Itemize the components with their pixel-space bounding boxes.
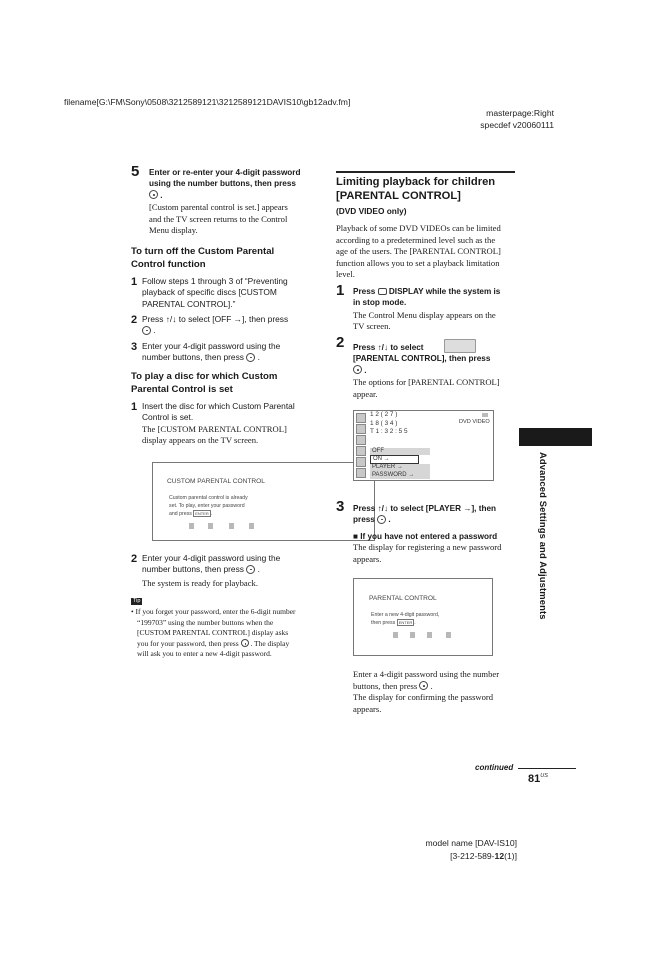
turn-off-step-3-line-1: Enter your 4-digit password using the — [142, 341, 281, 351]
menu-row-3: T 1 : 3 2 : 5 5 — [370, 428, 408, 435]
right-step-2-result-1: The options for [PARENTAL CONTROL] — [353, 377, 500, 388]
screen-message — [371, 611, 439, 627]
turn-off-step-1-num: 1 — [131, 276, 138, 288]
masterpage-header: masterpage:Right — [486, 108, 554, 118]
filename-header: filename[G:\FM\Sony\0508\3212589121\3212589121DAVIS10\gb12adv.fm] — [64, 97, 351, 107]
right-step-2-number: 2 — [336, 334, 345, 351]
right-step-2-line-3 — [353, 365, 521, 376]
page-number — [528, 773, 548, 785]
display-button-icon — [378, 288, 387, 295]
section-title-line-1: Limiting playback for children — [336, 176, 496, 188]
disc-type: DVD VIDEO — [459, 419, 490, 425]
section-intro — [336, 223, 521, 281]
parental-control-menu-icon — [444, 339, 476, 353]
play-disc-step-1-line-1: Insert the disc for which Custom Parental — [142, 401, 295, 411]
menu-icon — [356, 424, 366, 434]
turn-off-step-2-line-2 — [142, 325, 321, 336]
step-5-number: 5 — [131, 163, 140, 180]
screen-message — [169, 494, 248, 518]
after-password-text — [353, 669, 521, 715]
continued-rule — [518, 768, 576, 769]
enter-button-icon — [419, 681, 428, 690]
right-step-2-end: . — [364, 365, 367, 375]
turn-off-step-1-line-1: Follow steps 1 through 3 of “Preventing — [142, 276, 288, 286]
right-step-1-instruction — [353, 286, 521, 309]
right-step-3-number: 3 — [336, 498, 345, 515]
step-5-result — [149, 202, 319, 237]
right-step-1-line-1 — [353, 286, 521, 297]
parental-options — [370, 448, 430, 479]
tip-line-1: • If you forget your password, enter the 6-digit number — [131, 607, 296, 616]
right-step-1-block — [353, 286, 521, 333]
screen-message-2 — [371, 619, 439, 627]
tip-line-5: will ask you to enter a new 4-digit password. — [137, 649, 272, 658]
after-line-3: The display for confirming the password — [353, 692, 494, 702]
after-line-1: Enter a 4-digit password using the number — [353, 669, 500, 679]
page-number-suffix: US — [540, 773, 548, 779]
enter-button-icon — [246, 565, 255, 574]
play-disc-step-2-line-2 — [142, 564, 321, 575]
right-step-2-result-2: appear. — [353, 388, 378, 399]
option-player: PLAYER → — [370, 464, 430, 471]
turn-off-step-2 — [131, 314, 321, 337]
tip-line-4 — [131, 639, 326, 650]
part-number-suffix: (1)] — [504, 851, 517, 861]
screen-message-3 — [169, 510, 248, 518]
turn-off-step-1-line-3: PARENTAL CONTROL].” — [142, 298, 236, 309]
menu-icon — [356, 457, 366, 467]
right-step-1-result-1: The Control Menu display appears on the — [353, 309, 496, 320]
disc-icon — [482, 413, 488, 417]
turn-off-step-3-num: 3 — [131, 341, 138, 353]
play-disc-step-1 — [131, 401, 321, 447]
no-password-result-2: appears. — [353, 553, 382, 564]
step-5-result-1: [Custom parental control is set.] appears — [149, 202, 288, 213]
menu-icon — [356, 435, 366, 445]
enter-button-icon — [353, 365, 362, 374]
no-password-result — [353, 542, 521, 565]
turn-off-step-3-line-2 — [142, 352, 321, 363]
right-step-2-line-2: [PARENTAL CONTROL], then press — [353, 354, 491, 364]
intro-line-3: age of the users. The [PARENTAL CONTROL] — [336, 246, 501, 256]
tip-text — [131, 607, 326, 660]
turn-off-step-2-line-1: Press ↑/↓ to select [OFF →], then press — [142, 314, 289, 324]
step-5-line-2: using the number buttons, then press — [149, 179, 296, 189]
menu-icon — [356, 413, 366, 423]
right-step-3-block — [353, 503, 521, 565]
step-5-end: . — [160, 190, 163, 200]
tip-line-3: [CUSTOM PARENTAL CONTROL] display asks — [137, 628, 289, 637]
password-digit-slot — [208, 523, 213, 529]
turn-off-heading-2: Control function — [131, 259, 206, 270]
right-step-3-line-1: Press ↑/↓ to select [PLAYER →], then — [353, 504, 497, 513]
turn-off-step-1-line-2: playback of specific discs [CUSTOM — [142, 287, 277, 298]
turn-off-step-3 — [131, 341, 321, 364]
section-title — [336, 176, 495, 203]
play-disc-step-2-body: The system is ready for playback. — [142, 577, 258, 588]
play-disc-heading-1: To play a disc for which Custom — [131, 371, 278, 382]
play-disc-step-2 — [131, 553, 321, 589]
play-disc-step-1-body-1: The [CUSTOM PARENTAL CONTROL] — [142, 423, 287, 434]
part-number-prefix: [3-212-589- — [450, 851, 495, 861]
side-tab-label: Advanced Settings and Adjustments — [538, 452, 549, 620]
tip-line-4-text: you for your password, then press — [137, 638, 239, 648]
right-step-1-result-2: TV screen. — [353, 321, 391, 332]
enter-button-icon — [377, 515, 386, 524]
turn-off-step-3-text-2: number buttons, then press — [142, 352, 244, 363]
part-number — [450, 851, 517, 861]
no-password-result-1: The display for registering a new password — [353, 542, 502, 553]
screen-message-1: Custom parental control is already — [169, 495, 248, 501]
screen-message-3-text: and press — [169, 511, 192, 517]
tip-line-4-end: . The display — [250, 638, 290, 648]
turn-off-step-3-end: . — [257, 352, 260, 363]
right-step-2-block — [353, 339, 521, 400]
screen-message-end: . — [210, 511, 213, 517]
right-step-2-instruction — [353, 339, 521, 376]
no-password-subheading: ■ If you have not entered a password — [353, 531, 498, 541]
play-disc-step-1-num: 1 — [131, 401, 138, 413]
enter-button-icon — [142, 326, 151, 335]
right-step-2-text-1: Press ↑/↓ to select — [353, 343, 424, 352]
screen-message-end: . — [414, 620, 416, 626]
play-disc-heading — [131, 370, 321, 396]
password-digit-slot — [249, 523, 254, 529]
step-5-instruction — [149, 167, 319, 201]
part-number-bold: 12 — [494, 851, 505, 861]
section-top-rule — [336, 171, 515, 173]
menu-row-2: 1 8 ( 3 4 ) — [370, 419, 398, 427]
right-step-2-result — [353, 377, 521, 400]
section-subtitle: (DVD VIDEO only) — [336, 206, 407, 216]
specdef-header: specdef v20060111 — [480, 120, 554, 130]
play-disc-heading-2: Parental Control is set — [131, 384, 233, 395]
screen-message-1: Enter a new 4-digit password, — [371, 612, 440, 618]
screen-title: CUSTOM PARENTAL CONTROL — [167, 478, 265, 485]
control-menu-screen — [353, 410, 494, 481]
play-disc-step-1-body-2: display appears on the TV screen. — [142, 435, 259, 446]
after-line-4: appears. — [353, 703, 382, 714]
enter-button-icon — [149, 190, 158, 199]
after-line-2-end: . — [430, 680, 433, 691]
menu-icon — [356, 468, 366, 478]
turn-off-step-1-text — [142, 276, 321, 310]
screen-message-2-text: then press — [371, 620, 396, 626]
model-name: model name [DAV-IS10] — [425, 838, 517, 848]
right-step-3-instruction — [353, 503, 521, 526]
right-step-3-end: . — [388, 515, 391, 525]
password-digit-slot — [427, 632, 432, 638]
right-step-1-line-2: in stop mode. — [353, 298, 407, 308]
password-digit-slot — [446, 632, 451, 638]
option-password: PASSWORD → — [370, 472, 430, 479]
play-disc-step-1-line-2: Control is set. — [142, 412, 194, 423]
right-step-3-line-2 — [353, 514, 521, 525]
menu-status — [370, 411, 408, 437]
turn-off-step-2-end: . — [153, 325, 156, 336]
menu-icon — [356, 446, 366, 456]
after-line-2 — [353, 681, 521, 693]
side-tab-block — [519, 428, 592, 446]
section-title-line-2: [PARENTAL CONTROL] — [336, 189, 461, 202]
screen-message-2: set. To play, enter your password — [169, 503, 245, 509]
right-step-1-pre: Press — [353, 287, 376, 296]
turn-off-step-2-text — [142, 314, 321, 337]
right-step-1-number: 1 — [336, 282, 345, 299]
enter-button-label: ENTER — [398, 620, 413, 625]
tip-line-2: “199703” using the number buttons when the — [137, 617, 274, 627]
turn-off-heading-1: To turn off the Custom Parental — [131, 246, 275, 257]
intro-line-1: Playback of some DVD VIDEOs can be limited — [336, 223, 501, 233]
play-disc-step-2-num: 2 — [131, 553, 138, 565]
step-5-line-1: Enter or re-enter your 4-digit password — [149, 168, 301, 177]
continued-label: continued — [475, 763, 514, 772]
play-disc-step-2-line-1: Enter your 4-digit password using the — [142, 553, 281, 563]
option-off: OFF — [370, 448, 430, 455]
play-disc-step-1-text — [142, 401, 321, 447]
right-step-3-text-2: press — [353, 515, 375, 525]
intro-line-5: level. — [336, 269, 355, 279]
right-step-1-result — [353, 310, 521, 333]
step-5-block — [149, 167, 319, 237]
page-number-value: 81 — [528, 773, 541, 785]
play-disc-step-2-end: . — [257, 564, 260, 575]
step-5-result-3: Menu display. — [149, 225, 198, 236]
enter-button-icon — [246, 353, 255, 362]
password-digit-slot — [229, 523, 234, 529]
password-digit-slot — [410, 632, 415, 638]
enter-button-icon — [241, 639, 249, 647]
right-step-1-post: DISPLAY while the system is — [388, 287, 501, 296]
turn-off-heading — [131, 245, 321, 271]
play-disc-step-2-text — [142, 553, 321, 589]
right-step-2-line-1 — [353, 339, 521, 353]
menu-row-1: 1 2 ( 2 7 ) — [370, 411, 398, 418]
turn-off-step-3-text — [142, 341, 321, 364]
password-digit-slot — [189, 523, 194, 529]
after-line-2-text: buttons, then press — [353, 680, 418, 691]
intro-line-4: function allows you to set a playback limitation — [336, 257, 500, 268]
play-disc-step-2-text-2: number buttons, then press — [142, 564, 244, 575]
screen-title: PARENTAL CONTROL — [369, 595, 437, 602]
tip-label: Tip — [133, 598, 141, 604]
enter-button-label: ENTER — [195, 511, 209, 516]
step-5-line-3 — [149, 190, 319, 201]
turn-off-step-2-num: 2 — [131, 314, 138, 326]
parental-control-screen — [353, 578, 493, 656]
turn-off-step-1 — [131, 276, 321, 310]
step-5-result-2: and the TV screen returns to the Control — [149, 213, 288, 224]
intro-line-2: according to a predetermined level such as the — [336, 234, 496, 245]
password-digit-slot — [393, 632, 398, 638]
option-on: ON → — [370, 455, 419, 464]
